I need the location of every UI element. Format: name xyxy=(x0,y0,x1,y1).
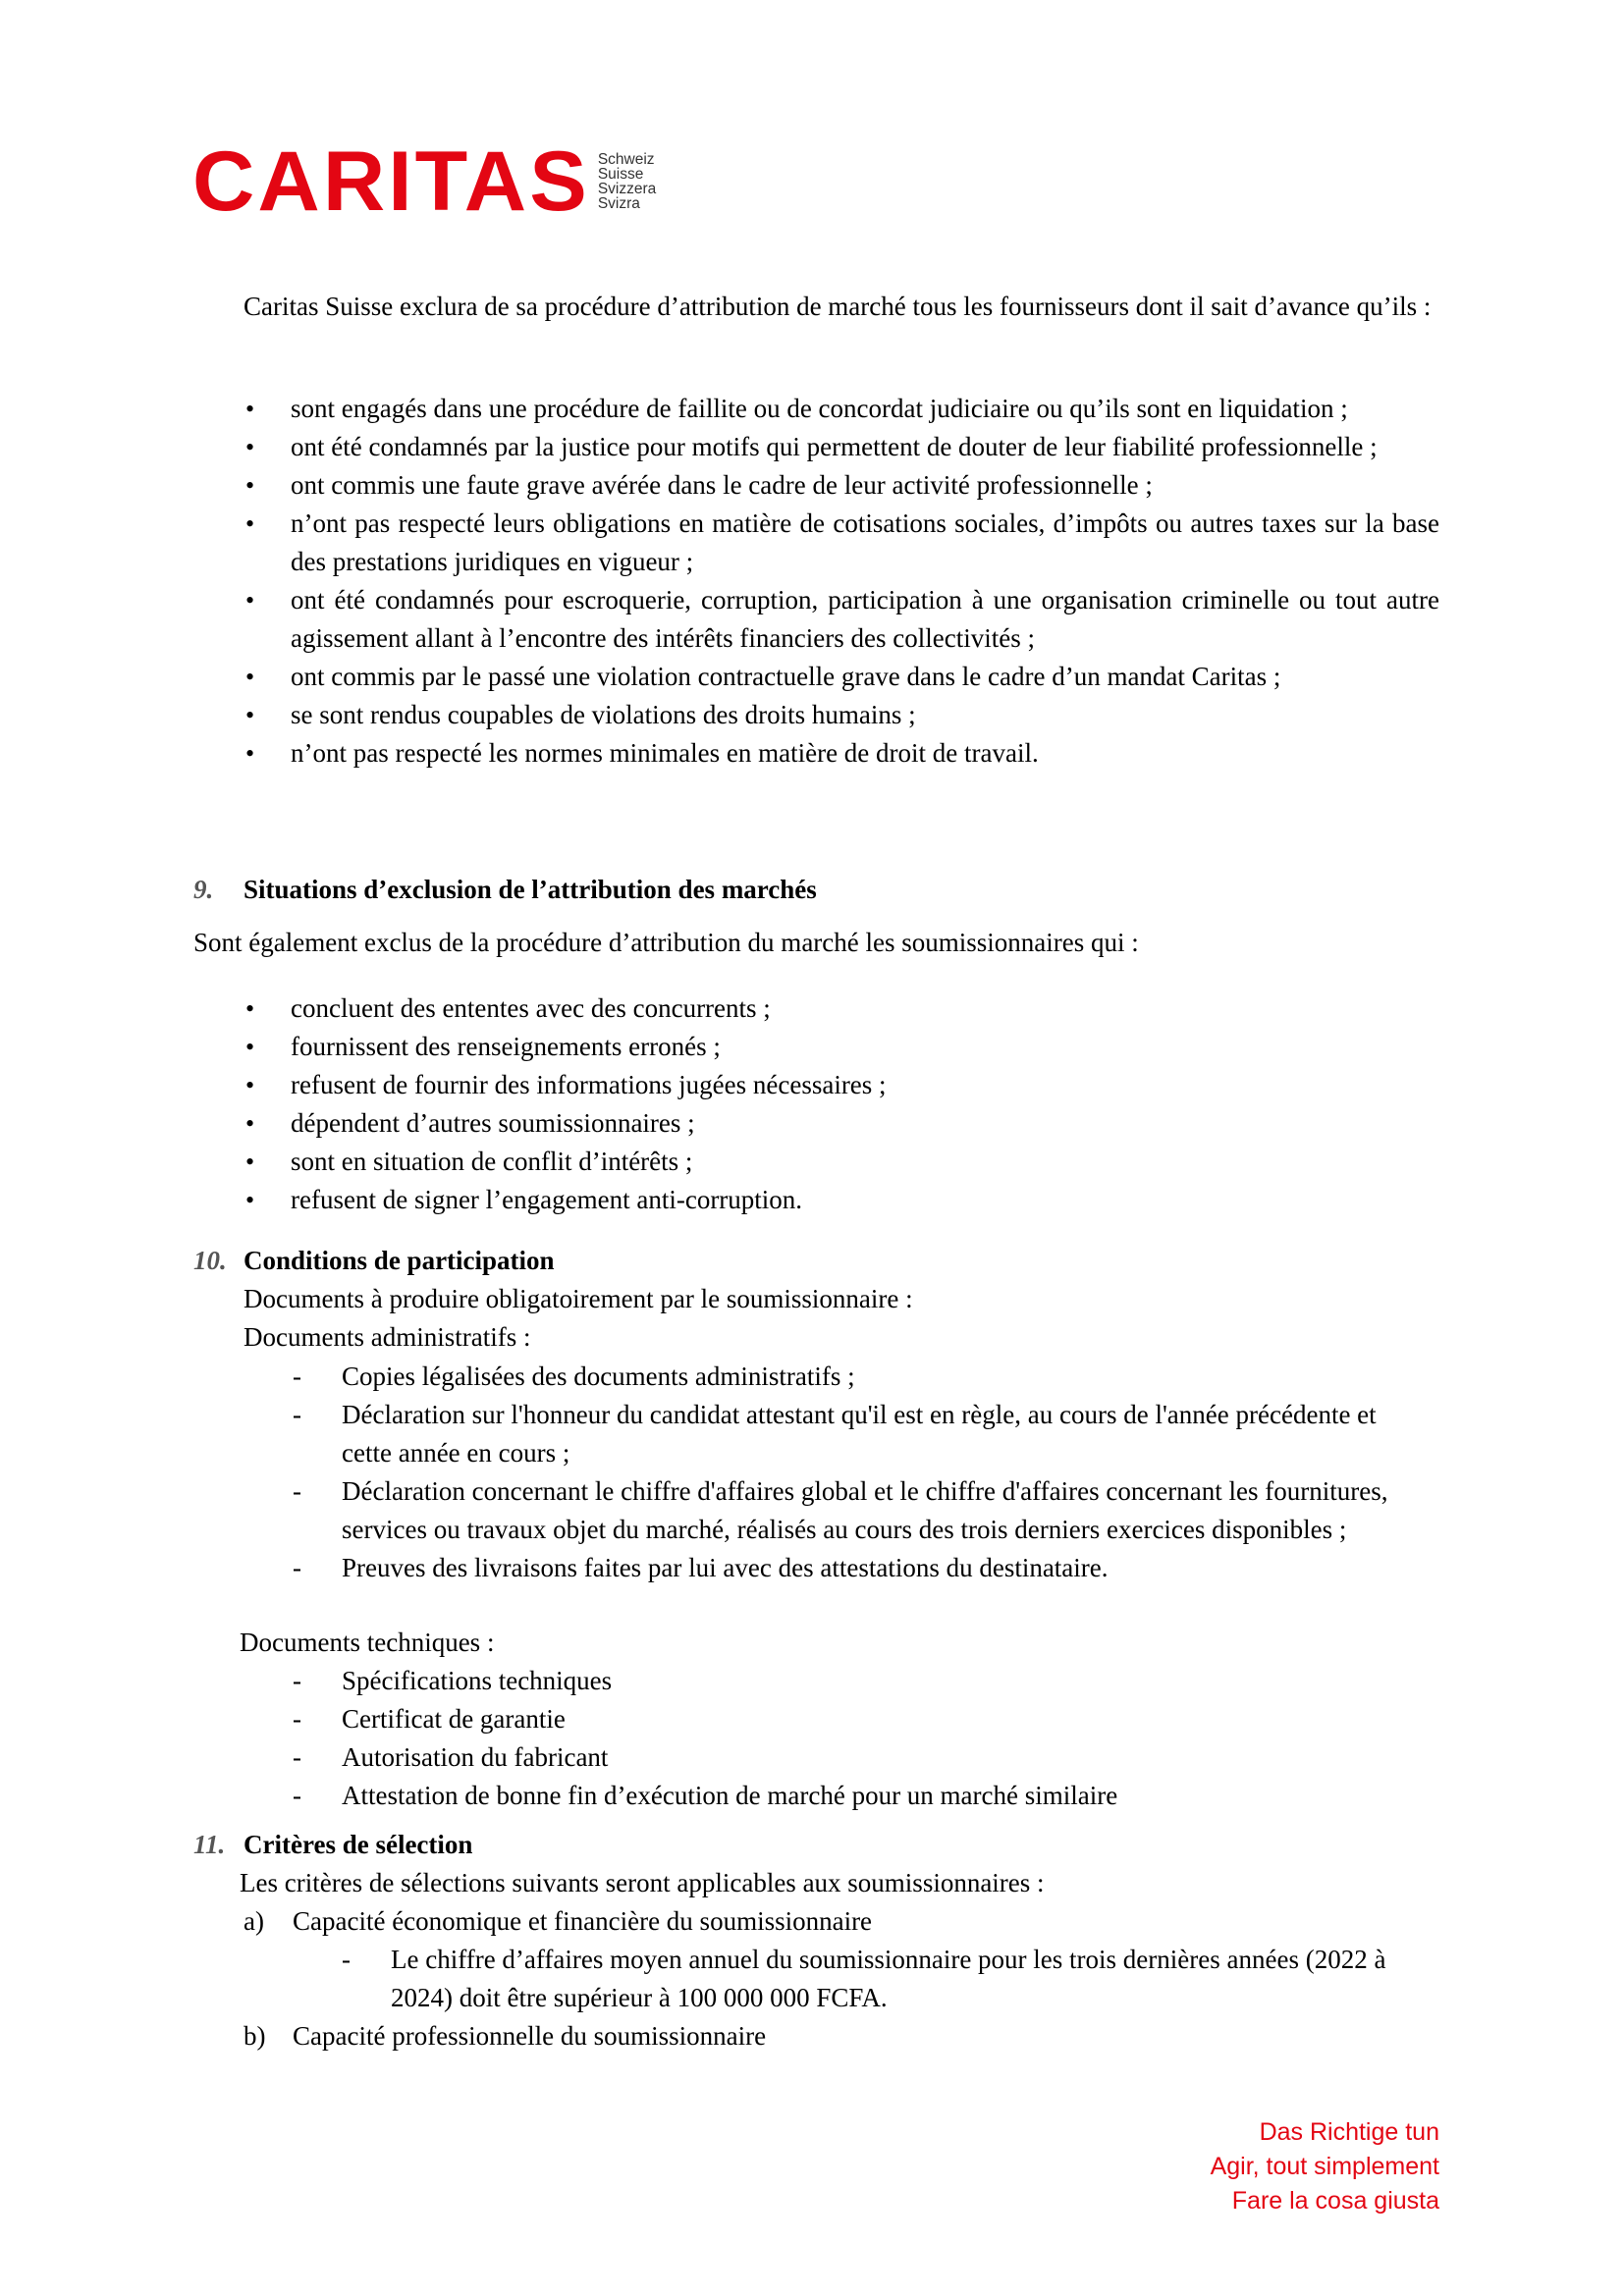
list-item: • refusent de fournir des informations jugées nécessaires ; xyxy=(244,1066,1439,1104)
criterion-a-text: Capacité économique et financière du soumissionnaire xyxy=(293,1906,873,1936)
logo-language: Svizra xyxy=(597,195,640,212)
list-item: • ont été condamnés par la justice pour motifs qui permettent de douter de leur fiabilité professionnelle ; xyxy=(244,428,1439,466)
list-item: • sont en situation de conflit d’intérêts ; xyxy=(244,1143,1439,1181)
technical-documents-list xyxy=(293,1662,1402,1815)
section-9-heading: Situations d’exclusion de l’attribution des marchés xyxy=(244,875,817,904)
section-10-number: 10. xyxy=(193,1246,227,1275)
list-item: - Le chiffre d’affaires moyen annuel du soumissionnaire pour les trois dernières années (2022 à 2024) doit être supérieur à 100 000 000 FCFA. xyxy=(342,1941,1441,2017)
list-item: - Déclaration concernant le chiffre d'affaires global et le chiffre d'affaires concernant les fournitures, services ou travaux objet du marché, réalisés au cours des trois derniers exercices disponibles ; xyxy=(293,1472,1402,1549)
logo-language: Suisse xyxy=(597,166,644,183)
admin-documents-list xyxy=(293,1358,1402,1587)
section-9-intro: Sont également exclus de la procédure d’attribution du marché les soumissionnaires qui : xyxy=(193,928,1139,957)
slogan-line: Das Richtige tun xyxy=(1259,2118,1439,2146)
criterion-b-label: b) xyxy=(244,2021,266,2051)
section-10-intro: Documents à produire obligatoirement par le soumissionnaire : xyxy=(244,1284,913,1313)
list-item: - Attestation de bonne fin d’exécution de marché pour un marché similaire xyxy=(293,1777,1402,1815)
list-item: • sont engagés dans une procédure de faillite ou de concordat judiciaire ou qu’ils sont en liquidation ; xyxy=(244,390,1439,428)
criterion-b xyxy=(244,2017,766,2056)
logo-languages xyxy=(598,152,656,211)
section-10-heading: Conditions de participation xyxy=(244,1246,555,1275)
section-9-number: 9. xyxy=(193,875,214,904)
criterion-a-label: a) xyxy=(244,1906,264,1936)
slogan-line: Agir, tout simplement xyxy=(1210,2153,1439,2180)
list-item: - Spécifications techniques xyxy=(293,1662,1402,1700)
financial-criteria-list xyxy=(342,1941,1441,2017)
list-item: - Certificat de garantie xyxy=(293,1700,1402,1738)
list-item: • se sont rendus coupables de violations des droits humains ; xyxy=(244,696,1439,734)
list-item: - Déclaration sur l'honneur du candidat attestant qu'il est en règle, au cours de l'année précédente et cette année en cours ; xyxy=(293,1396,1402,1472)
list-item: • n’ont pas respecté leurs obligations en matière de cotisations sociales, d’impôts ou autres taxes sur la base des prestations juridiques en vigueur ; xyxy=(244,505,1439,581)
criterion-a xyxy=(244,1902,872,1941)
list-item: • fournissent des renseignements erronés ; xyxy=(244,1028,1439,1066)
intro-paragraph: Caritas Suisse exclura de sa procédure d’attribution de marché tous les fournisseurs dont il sait d’avance qu’ils : xyxy=(244,292,1432,321)
list-item: • concluent des ententes avec des concurrents ; xyxy=(244,989,1439,1028)
list-item: • n’ont pas respecté les normes minimales en matière de droit de travail. xyxy=(244,734,1439,773)
list-item: • dépendent d’autres soumissionnaires ; xyxy=(244,1104,1439,1143)
bidder-exclusion-list xyxy=(244,989,1439,1219)
logo-wordmark: CARITAS xyxy=(192,134,590,229)
technical-documents-label: Documents techniques : xyxy=(240,1628,495,1657)
list-item: - Copies légalisées des documents administratifs ; xyxy=(293,1358,1402,1396)
list-item: • refusent de signer l’engagement anti-corruption. xyxy=(244,1181,1439,1219)
criterion-b-text: Capacité professionnelle du soumissionnaire xyxy=(293,2021,767,2051)
caritas-logo xyxy=(192,134,657,229)
list-item: • ont été condamnés pour escroquerie, corruption, participation à une organisation criminelle ou tout autre agissement allant à l’encontre des intérêts financiers des collectivités ; xyxy=(244,581,1439,658)
list-item: • ont commis par le passé une violation contractuelle grave dans le cadre d’un mandat Caritas ; xyxy=(244,658,1439,696)
list-item: • ont commis une faute grave avérée dans le cadre de leur activité professionnelle ; xyxy=(244,466,1439,505)
slogan-line: Fare la cosa giusta xyxy=(1231,2187,1439,2215)
list-item: - Preuves des livraisons faites par lui avec des attestations du destinataire. xyxy=(293,1549,1402,1587)
supplier-exclusion-list xyxy=(244,390,1439,773)
section-11-intro: Les critères de sélections suivants seront applicables aux soumissionnaires : xyxy=(240,1868,1045,1897)
logo-language: Schweiz xyxy=(597,151,655,168)
list-item: - Autorisation du fabricant xyxy=(293,1738,1402,1777)
footer-slogan xyxy=(1211,2115,1439,2218)
section-11-heading: Critères de sélection xyxy=(244,1830,473,1859)
section-11-number: 11. xyxy=(193,1830,226,1859)
logo-language: Svizzera xyxy=(597,181,657,197)
admin-documents-label: Documents administratifs : xyxy=(244,1322,531,1352)
